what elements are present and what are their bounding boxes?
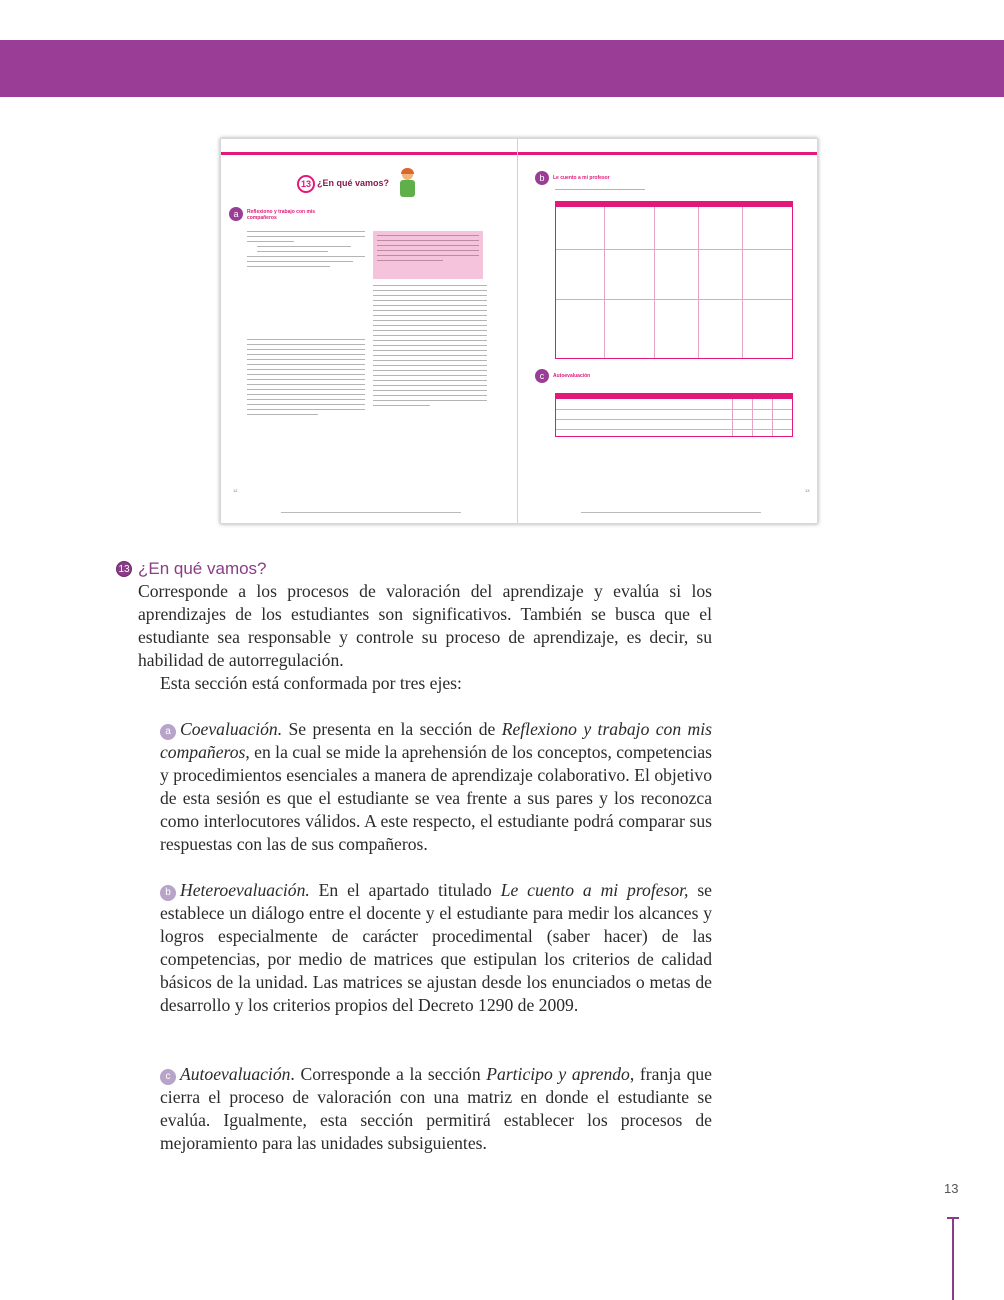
- thumb-title-text: ¿En qué vamos?: [317, 178, 390, 188]
- thumb-text-right-col: [373, 285, 487, 410]
- item-a-text1: Se presenta en la sección de: [282, 719, 502, 739]
- item-a-text2: , en la cual se mide la aprehensión de los conceptos, competencias y procedimientos esenciales a manera de aprendizaje colaborativo. El objetivo de esta sesión es que el estudiante se vea frente a sus pares y los reconozca como interlocutores válidos. A este respecto, el estudiante podrá comparar sus respuestas con las de sus compañeros.: [160, 742, 712, 854]
- badge-a: a: [160, 724, 176, 740]
- intro-paragraph: Corresponde a los procesos de valoración del aprendizaje y evalúa si los aprendizajes de los estudiantes son significativos. También se busca que el estudiante sea responsable y controle su proceso de aprendizaje, es decir, su habilidad de autorregulación.: [138, 581, 712, 670]
- item-a-ref: Reflexiono y trabajo con mis compañeros: [160, 719, 712, 762]
- thumb-text-left-col: [247, 231, 365, 271]
- spine: [517, 139, 518, 523]
- side-rule: [952, 1218, 954, 1300]
- thumb-section-c: Autoevaluación: [553, 373, 591, 379]
- heading-text: ¿En qué vamos?: [138, 559, 267, 578]
- child-illustration: [399, 169, 415, 199]
- item-coevaluacion: [160, 718, 712, 856]
- thumb-badge-c: c: [535, 369, 549, 383]
- thumb-instruction: [555, 189, 645, 194]
- item-heteroevaluacion: [160, 879, 712, 1017]
- thumb-footer-right: [581, 512, 761, 513]
- item-b-text1: En el apartado titulado: [309, 880, 501, 900]
- thumb-page-num-right: 13: [805, 488, 810, 493]
- thumb-matrix-c: [555, 393, 793, 437]
- badge-b: b: [160, 885, 176, 901]
- item-autoevaluacion: [160, 1063, 712, 1155]
- book-spread-thumbnail: [220, 138, 818, 524]
- item-a-term: Coevaluación.: [180, 719, 283, 739]
- item-b-text2: se establece un diálogo entre el docente y el estudiante para medir los alcances y logros especialmente de carácter procedimental (saber hacer) de las competencias, por medio de matrices que estipulan los criterios de calidad básicos de la unidad. Las matrices se ajustan desde los enunciados o metas de desarrollo y los criterios propios del Decreto 1290 de 2009.: [160, 880, 712, 1015]
- thumb-title-number: 13: [297, 175, 315, 193]
- item-c-term: Autoevaluación: [180, 1064, 291, 1084]
- item-b-ref: Le cuento a mi profesor,: [500, 880, 689, 900]
- thumb-matrix-b: [555, 201, 793, 359]
- thumb-badge-a: a: [229, 207, 243, 221]
- item-c-text2: , franja que cierra el proceso de valoración con una matriz en donde el estudiante se evalúa. Igualmente, esta sección permitirá establecer los procesos de mejoramiento para las unidades subsiguientes.: [160, 1064, 712, 1153]
- heading-number-badge: 13: [116, 561, 132, 577]
- badge-c: c: [160, 1069, 176, 1085]
- thumb-footer-left: [281, 512, 461, 513]
- thumb-section-b: Le cuento a mi profesor: [553, 175, 610, 181]
- thumb-text-left-col-2: [247, 339, 365, 419]
- thumb-pink-box: [373, 231, 483, 279]
- thumb-page-num-left: 12: [233, 488, 238, 493]
- thumb-section-a: Reflexiono y trabajo con mis compañeros: [247, 209, 316, 221]
- item-c-ref: Participo y aprendo: [486, 1064, 630, 1084]
- thumb-badge-b: b: [535, 171, 549, 185]
- intro-paragraph-2: Esta sección está conformada por tres ejes:: [160, 673, 462, 693]
- item-c-text1: . Corresponde a la sección: [290, 1064, 487, 1084]
- left-page-header: [221, 143, 517, 161]
- header-band: [0, 40, 1004, 97]
- item-b-term: Heteroevaluación.: [180, 880, 310, 900]
- section-heading: [116, 557, 267, 581]
- right-page-header: [518, 143, 818, 161]
- page-number: 13: [944, 1181, 959, 1196]
